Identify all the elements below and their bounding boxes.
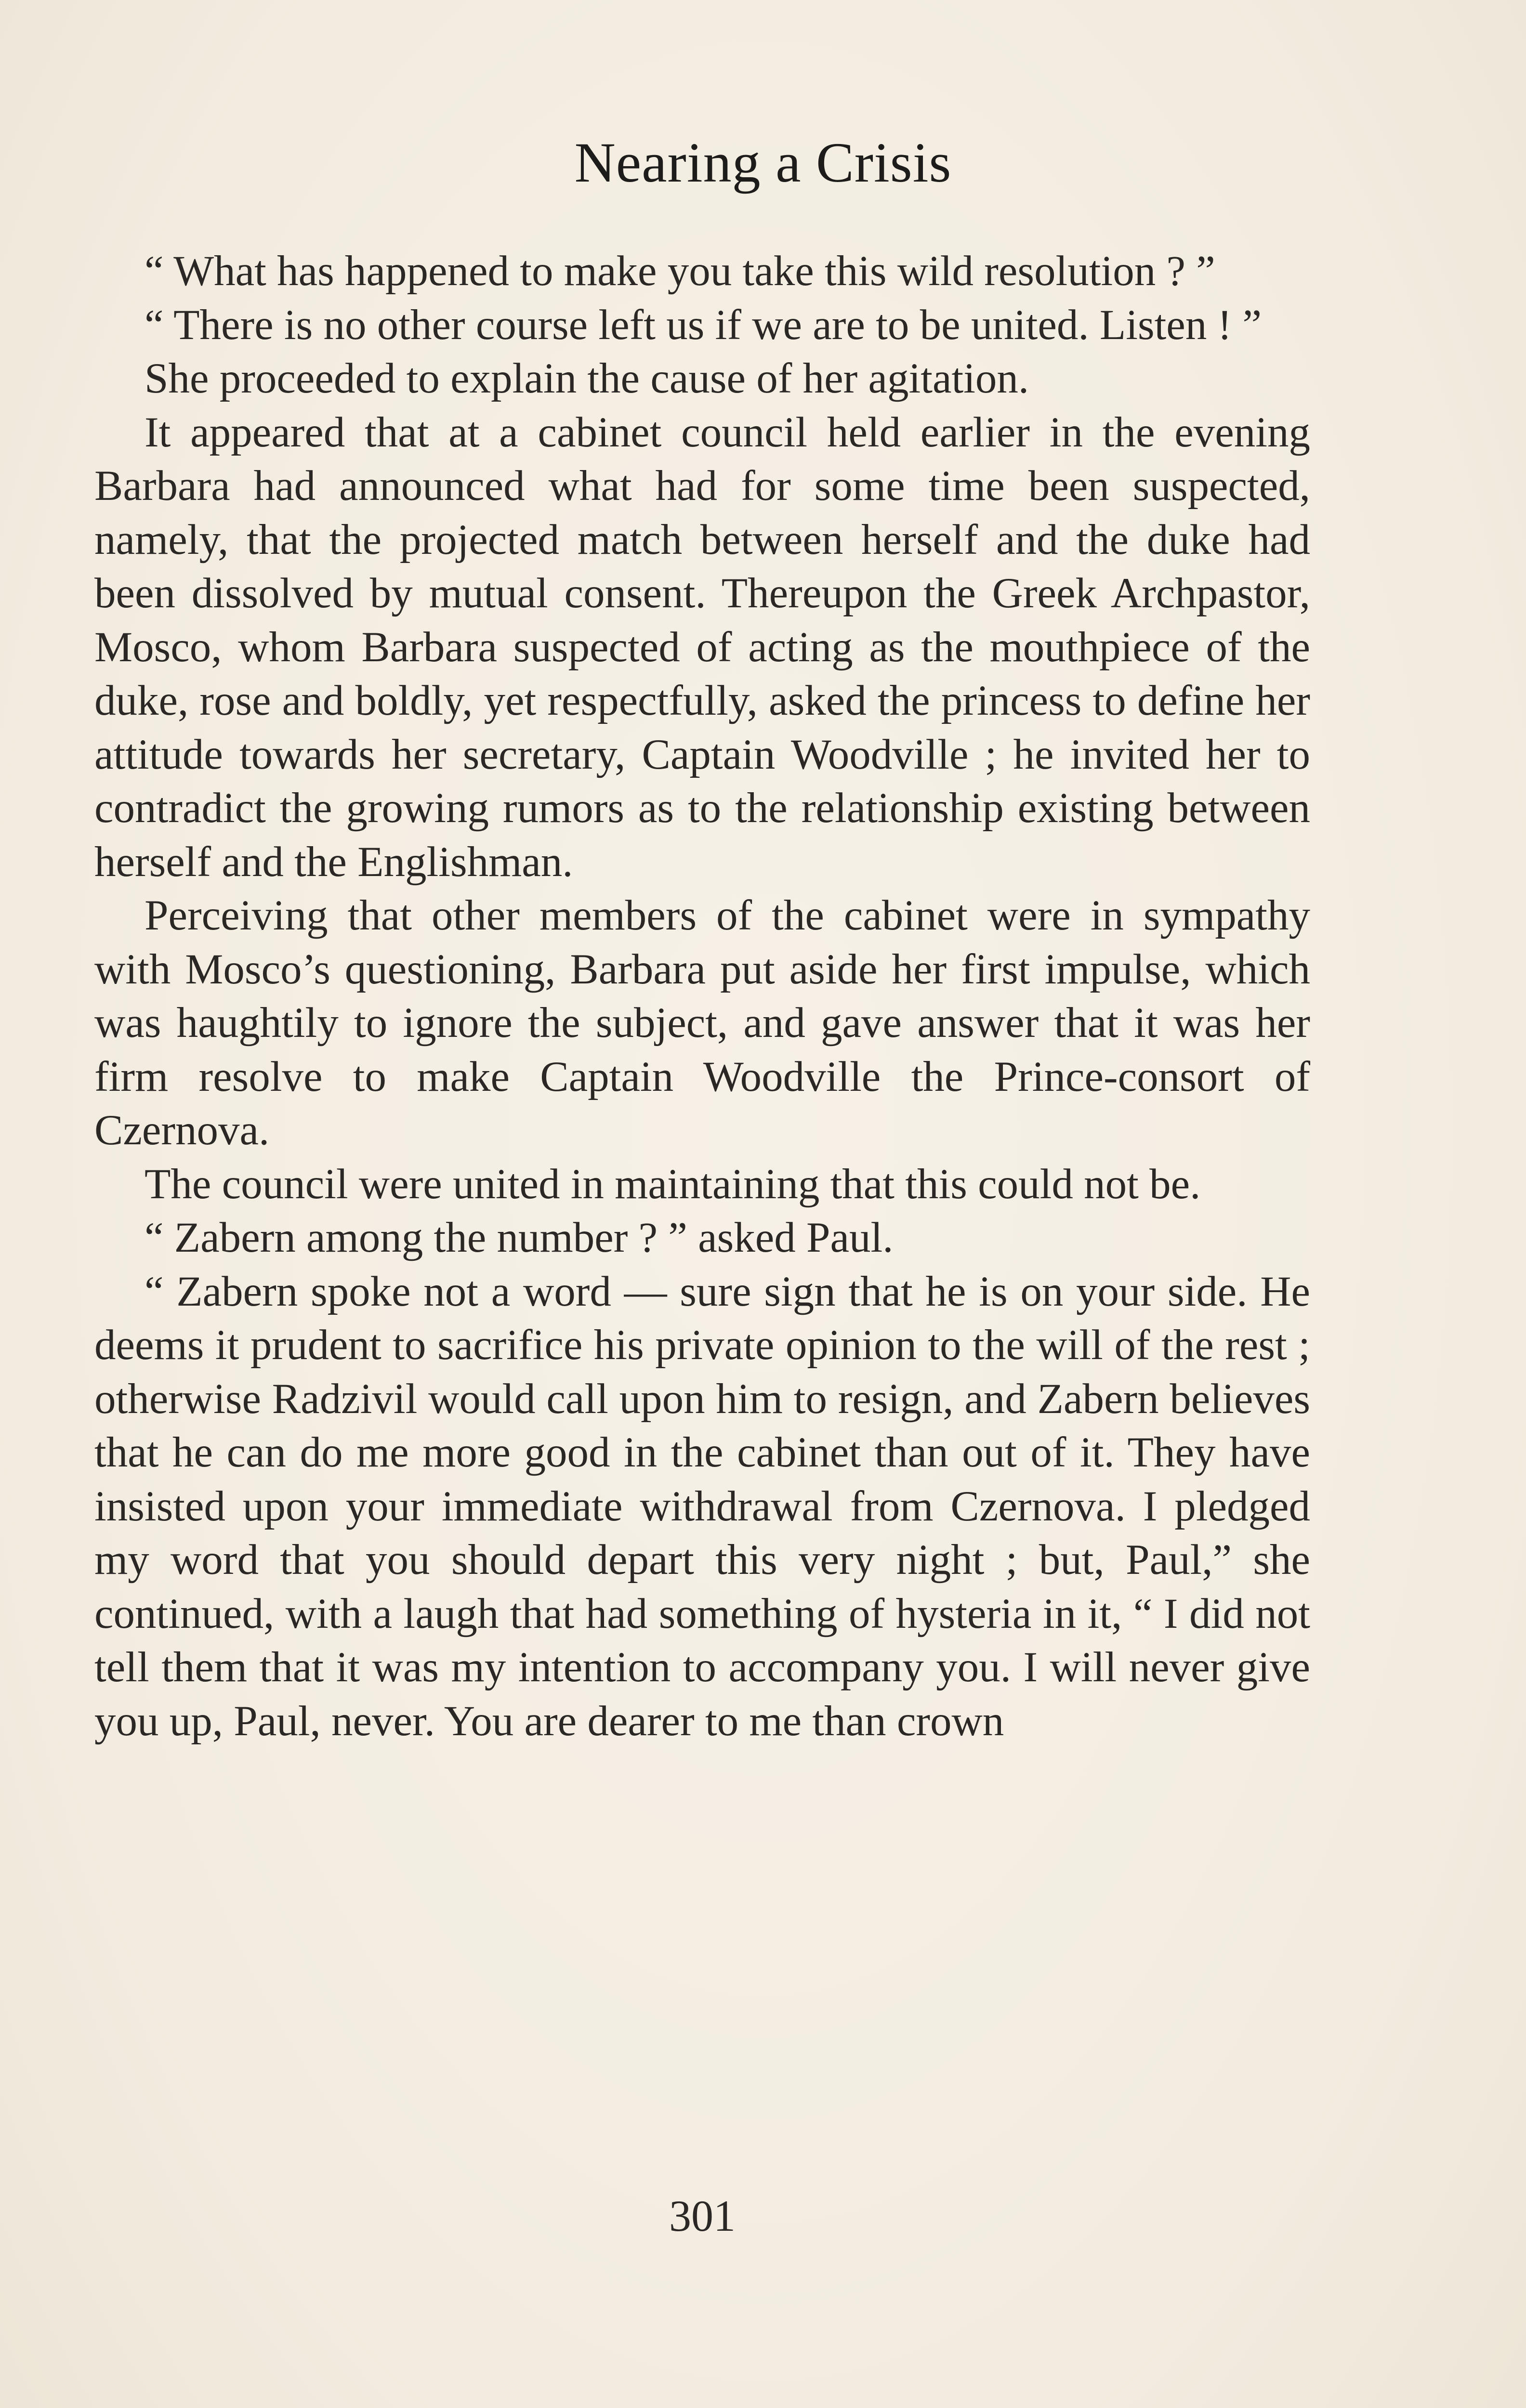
paragraph: “ Zabern spoke not a word — sure sign that he is on your side. He deems it prudent to sacrifice his private opinion to the will of the rest ; otherwise Radzivil would call upon him to resign, and Zabern believes that he can do me more good in the cabinet than out of it. They have insisted upon your immediate withdrawal from Czernova. I pledged my word that you should depart this very night ; but, Paul,” she continued, with a laugh that had something of hysteria in it, “ I did not tell them that it was my intention to accompany you. I will never give you up, Paul, never. You are dearer to me than crown (94, 1268, 1310, 1745)
paragraph: “ Zabern among the number ? ” asked Paul. (145, 1214, 894, 1261)
running-head: Nearing a Crisis (574, 131, 952, 194)
paragraph: She proceeded to explain the cause of her agitation. (145, 355, 1029, 402)
paragraph: It appeared that at a cabinet council held earlier in the evening Barbara had announced what had for some time been suspected, namely, that the projected match between herself and the duke had been dissolved by mutual consent. Thereupon the Greek Archpastor, Mosco, whom Barbara suspected of acting as the mouthpiece of the duke, rose and boldly, yet respectfully, asked the princess to define her attitude towards her secretary, Captain Woodville ; he invited her to contradict the growing rumors as to the relationship existing between herself and the Englishman. (94, 408, 1310, 886)
paragraph: “ There is no other course left us if we are to be united. Listen ! ” (145, 301, 1262, 349)
paragraph: Perceiving that other members of the cabinet were in sympathy with Mosco’s questioning, Barbara put aside her first impulse, which was haughtily to ignore the subject, and gave answer that it was her firm resolve to make Captain Woodville the Prince-consort of Czernova. (94, 892, 1310, 1154)
paragraph: “ What has happened to make you take this wild resolution ? ” (145, 248, 1215, 295)
page-number: 301 (669, 2191, 736, 2240)
paragraph: The council were united in maintaining that this could not be. (145, 1160, 1201, 1208)
body-text (94, 245, 1310, 1748)
